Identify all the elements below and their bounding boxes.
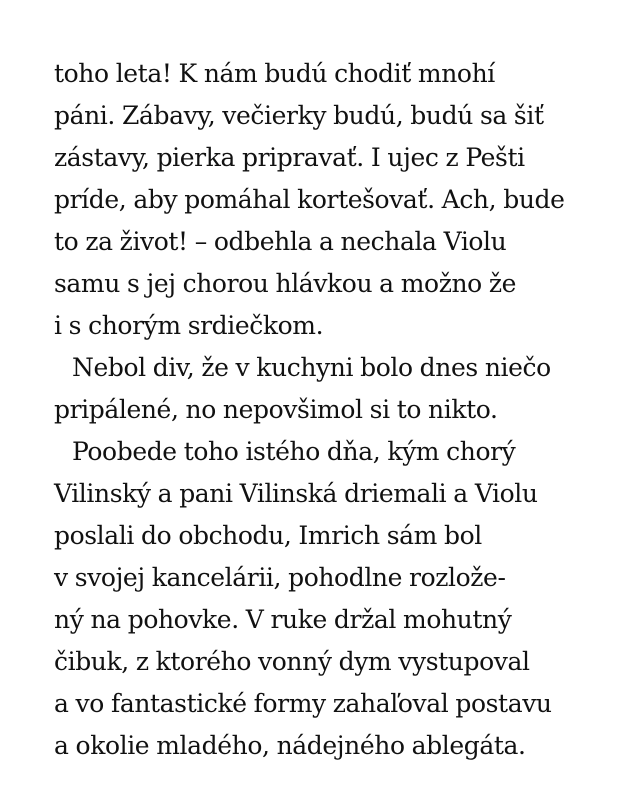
text-line: to za život! – odbehla a nechala Violu <box>54 227 507 256</box>
text-line: ný na pohovke. V ruke držal mohutný <box>54 605 512 634</box>
text-line: toho leta! K nám budú chodiť mnohí <box>54 59 495 88</box>
text-line: pripálené, no nepovšimol si to nikto. <box>54 395 498 424</box>
text-line: poslali do obchodu, Imrich sám bol <box>54 521 482 550</box>
text-line: čibuk, z ktorého vonný dym vystupoval <box>54 647 530 676</box>
text-line: Nebol div, že v kuchyni bolo dnes niečo <box>72 353 551 382</box>
text-line: páni. Zábavy, večierky budú, budú sa šiť <box>54 101 544 130</box>
text-line: Vilinský a pani Vilinská driemali a Violu <box>54 479 538 508</box>
text-line: samu s jej chorou hlávkou a možno že <box>54 269 517 298</box>
text-line: zástavy, pierka pripravať. I ujec z Pešti <box>54 143 525 172</box>
text-line: i s chorým srdiečkom. <box>54 311 324 340</box>
text-line: v svojej kancelárii, pohodlne rozlože- <box>54 563 506 592</box>
text-line: Poobede toho istého dňa, kým chorý <box>72 437 516 466</box>
text-line: príde, aby pomáhal kortešovať. Ach, bude <box>54 185 565 214</box>
text-line: a vo fantastické formy zahaľoval postavu <box>54 689 552 718</box>
text-line: a okolie mladého, nádejného ablegáta. <box>54 731 526 760</box>
body-text <box>54 53 614 767</box>
